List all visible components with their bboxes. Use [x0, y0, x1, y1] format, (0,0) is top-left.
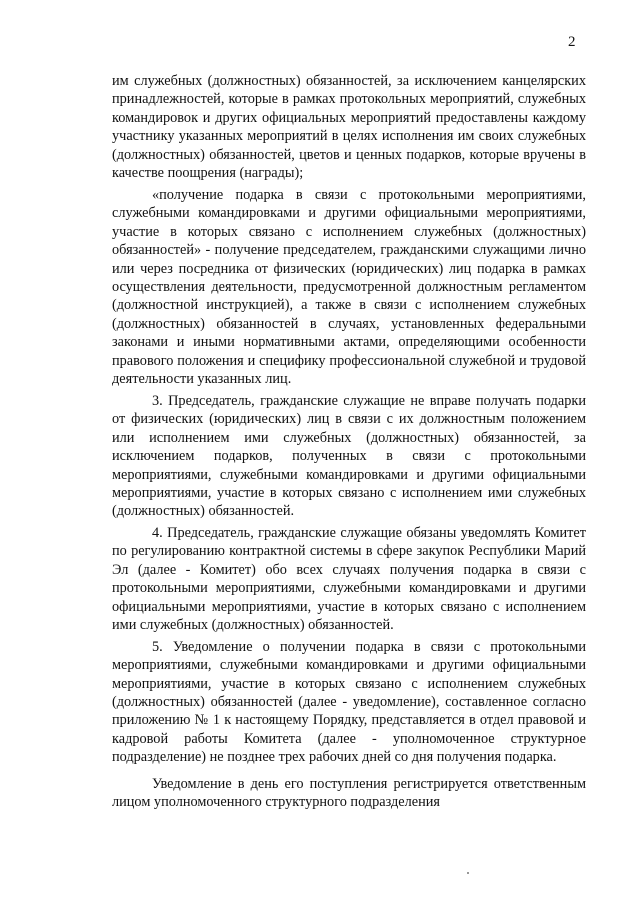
paragraph-item-4: 4. Председатель, гражданские служащие обязаны уведомлять Комитет по регулированию контрактной системы в сфере закупок Республики Марий Эл (далее - Комитет) обо всех случаях получения подарка в связи с протокольными мероприятиями, служебными командировками и другими официальными мероприятиями, участие в которых связано с исполнением ими служебных (должностных) обязанностей.: [112, 524, 586, 634]
paragraph-item-5: 5. Уведомление о получении подарка в связи с протокольными мероприятиями, служебными командировками и другими официальными мероприятиями, участие в которых связано с исполнением служебных (должностных) обязанностей (далее - уведомление), составленное согласно приложению № 1 к настоящему Порядку, представляется в отдел правовой и кадровой работы Комитета (далее - уполномоченное структурное подразделение) не позднее трех рабочих дней со дня получения подарка.: [112, 638, 586, 766]
paragraph-registration: Уведомление в день его поступления регистрируется ответственным лицом уполномоченного структурного подразделения: [112, 775, 586, 811]
paragraph-item-3: 3. Председатель, гражданские служащие не вправе получать подарки от физических (юридических) лиц в связи с их должностным положением или исполнением ими служебных (должностных) обязанностей, за исключением подарков, полученных в связи с протокольными мероприятиями, служебными командировками и другими официальными мероприятиями, участие в которых связано с исполнением ими служебных (должностных) обязанностей.: [112, 392, 586, 520]
paragraph-gift-definition: «получение подарка в связи с протокольными мероприятиями, служебными командировками и другими официальными мероприятиями, участие в которых связано с исполнением служебных (должностных) обязанностей» - получение председателем, гражданскими служащими лично или через посредника от физических (юридических) лиц подарка в рамках осуществления деятельности, предусмотренной должностным регламентом (должностной инструкцией), а также в связи с исполнением служебных (должностных) обязанностей в случаях, установленных федеральными законами и иными нормативными актами, определяющими особенности правового положения и специфику профессиональной служебной и трудовой деятельности указанных лиц.: [112, 186, 586, 388]
paragraph-continuation: им служебных (должностных) обязанностей, за исключением канцелярских принадлежностей, которые в рамках протокольных мероприятий, служебных командировок и других официальных мероприятий предоставлены каждому участнику указанных мероприятий в целях исполнения им своих служебных (должностных) обязанностей, цветов и ценных подарков, которые вручены в качестве поощрения (награды);: [112, 73, 586, 182]
scan-speck: [467, 872, 469, 874]
document-body: [112, 72, 586, 815]
page-number: 2: [568, 34, 576, 50]
